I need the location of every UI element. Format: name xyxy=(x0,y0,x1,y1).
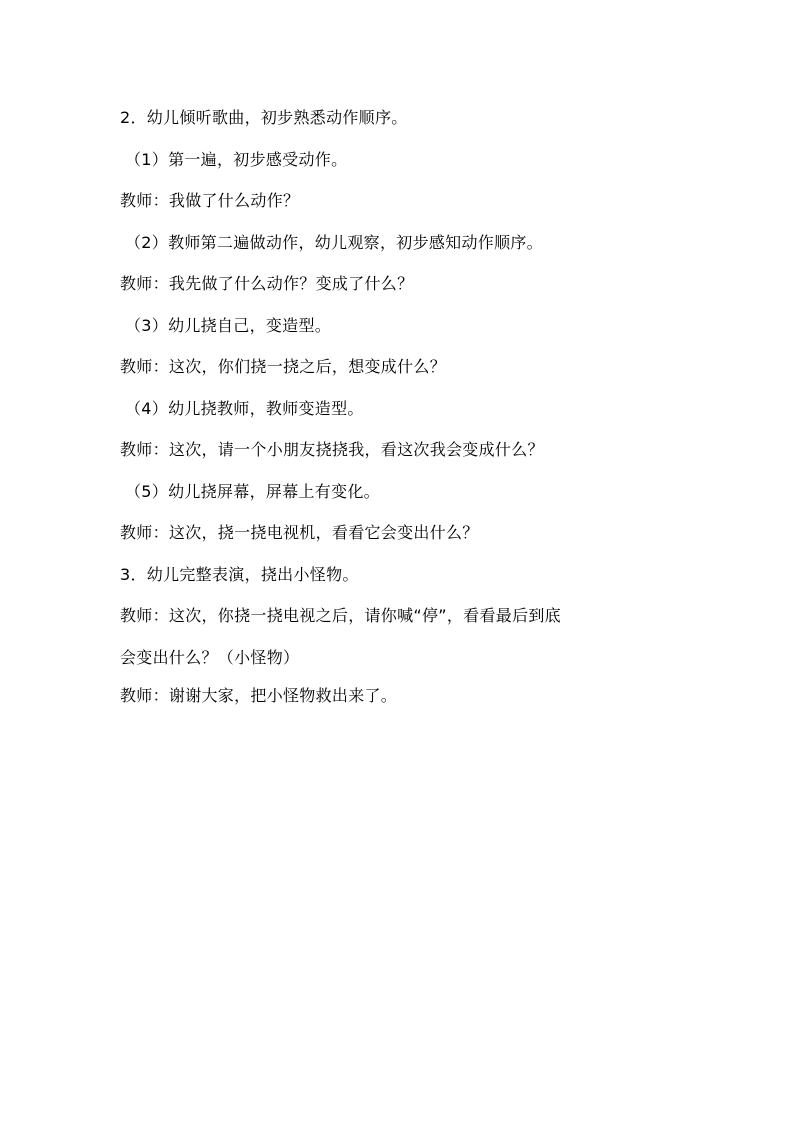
document-body xyxy=(120,102,690,721)
teacher-line-7: 教师：谢谢大家，把小怪物救出来了。 xyxy=(120,685,398,705)
teacher-line-4: 教师：这次，请一个小朋友挠挠我，看这次我会变成什么？ xyxy=(120,440,544,459)
substep-2: （2）教师第二遍做动作，幼儿观察，初步感知动作顺序。 xyxy=(125,232,543,252)
teacher-line-3: 教师：这次，你们挠一挠之后，想变成什么？ xyxy=(120,357,447,376)
substep-3: （3）幼儿挠自己，变造型。 xyxy=(125,315,332,335)
teacher-line-1: 教师：我做了什么动作？ xyxy=(120,191,300,210)
step-2-heading: 2．幼儿倾听歌曲，初步熟悉动作顺序。 xyxy=(120,108,408,127)
step-3-heading: 3．幼儿完整表演，挠出小怪物。 xyxy=(120,564,359,584)
substep-1: （1）第一遍，初步感受动作。 xyxy=(125,149,348,169)
teacher-line-2: 教师：我先做了什么动作？变成了什么？ xyxy=(120,274,414,293)
substep-5: （5）幼儿挠屏幕，屏幕上有变化。 xyxy=(125,481,380,501)
teacher-line-6-continued: 会变出什么？（小怪物） xyxy=(120,647,300,667)
teacher-line-5: 教师：这次，挠一挠电视机，看看它会变出什么？ xyxy=(120,523,479,542)
substep-4: （4）幼儿挠教师，教师变造型。 xyxy=(125,398,364,418)
teacher-line-6: 教师：这次，你挠一挠电视之后，请你喊“停”，看看最后到底 xyxy=(120,606,561,625)
